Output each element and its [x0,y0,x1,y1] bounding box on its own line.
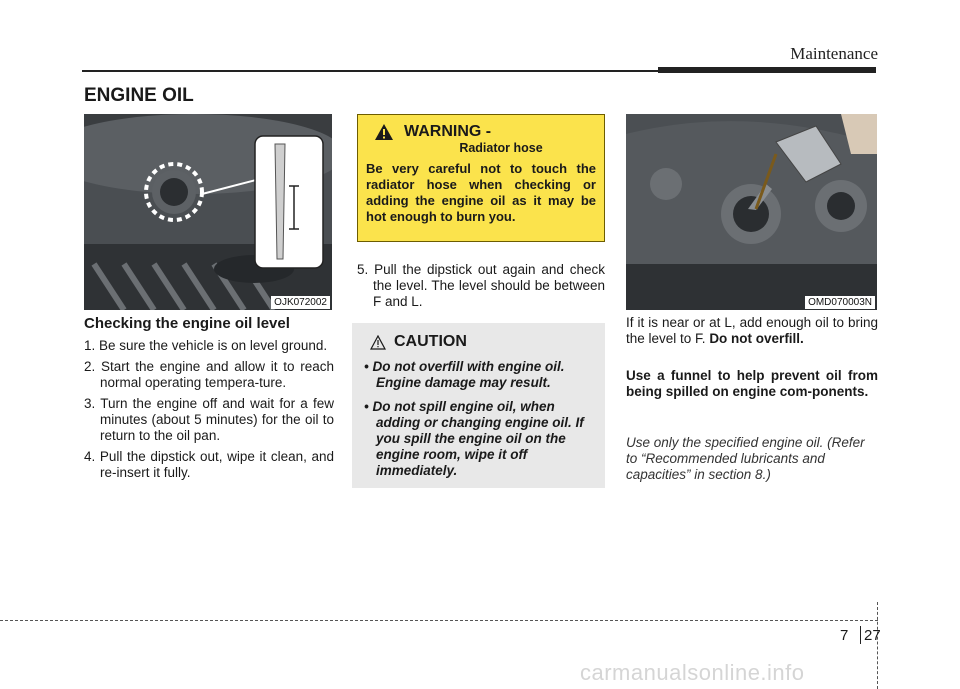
warning-triangle-icon [374,123,394,141]
caution-item: • Do not overfill with engine oil. Engine damage may result. [364,359,565,390]
caution-triangle-icon [370,335,386,350]
engine-dipstick-photo [84,114,332,310]
step-item: 2. Start the engine and allow it to reach normal operating tempera-ture. [84,359,334,390]
chapter-number: 7 [840,627,849,644]
caution-title: CAUTION [394,333,467,350]
page-number: 27 [864,627,881,644]
step-item: 3. Turn the engine off and wait for a few minutes (about 5 minutes) for the oil to return to the oil pan. [84,396,334,443]
caution-box [352,323,605,488]
watermark: carmanualsonline.info [580,660,805,685]
footer-rule [0,620,878,621]
header-rule [82,70,660,72]
step-item: 1. Be sure the vehicle is on level ground. [84,338,328,353]
page-title: ENGINE OIL [84,85,194,106]
step-list [84,338,334,486]
warning-title: WARNING - [404,123,492,140]
caution-item: • Do not spill engine oil, when adding or changing engine oil. If you spill the engine oil on the engine room, wipe it off immediately. [364,399,584,478]
header-rule-accent [658,67,876,73]
image-code-label: OJK072002 [271,296,330,309]
subheading: Checking the engine oil level [84,315,290,332]
image-code-label: OMD070003N [805,296,875,309]
paragraph-text: If it is near or at L, add enough oil to bring the level to F. [626,315,878,346]
warning-subtitle: Radiator hose [459,141,543,155]
adding-oil-photo [626,114,877,310]
paragraph: Use a funnel to help prevent oil from being spilled on engine com-ponents. [626,368,878,399]
footer-divider [877,602,879,689]
paragraph-note: Use only the specified engine oil. (Refer to “Recommended lubricants and capacities” in section 8.) [626,435,865,482]
footer-separator [860,626,861,644]
caution-list [364,359,593,479]
section-label: Maintenance [790,44,878,63]
step-item: 4. Pull the dipstick out, wipe it clean, and re-insert it fully. [84,449,334,480]
warning-box [357,114,605,242]
step-item: 5. Pull the dipstick out again and check the level. The level should be between F and L. [357,262,605,309]
paragraph-emphasis: Do not overfill. [709,331,804,346]
paragraph [626,315,878,347]
warning-text: Be very careful not to touch the radiator hose when checking or adding the engine oil as it may be hot enough to burn you. [366,161,596,224]
